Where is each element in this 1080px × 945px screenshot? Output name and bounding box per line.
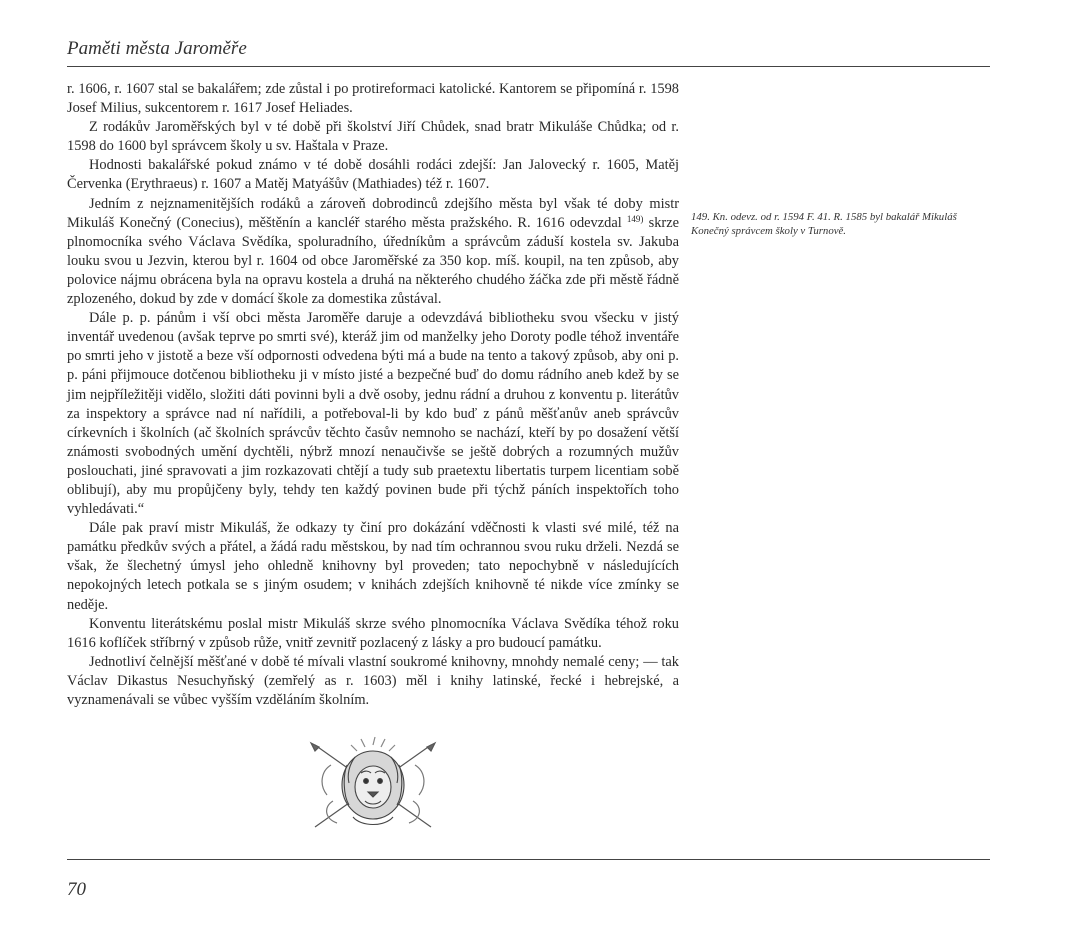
- paragraph: Z rodákův Jaroměřských byl v té době při školství Jiří Chůdek, snad bratr Mikuláše Chůdka; od r. 1598 do 1600 byl správcem školy u sv. Haštala v Praze.: [67, 119, 679, 155]
- paragraph: r. 1606, r. 1607 stal se bakalářem; zde zůstal i po protireformaci katolické. Kantorem se připomíná r. 1598 Josef Milius, sukcentorem r. 1617 Josef Heliades.: [67, 81, 679, 117]
- footnote-marker: 149): [626, 213, 644, 224]
- header-rule: [67, 66, 990, 67]
- main-text: [67, 80, 679, 710]
- paragraph: [67, 195, 679, 310]
- paragraph: Hodnosti bakalářské pokud známo v té době dosáhli rodáci zdejší: Jan Jalovecký r. 1605, Matěj Červenka (Erythraeus) r. 1607 a Matěj Matyášův (Mathiades) též r. 1607.: [67, 157, 679, 193]
- paragraph: Dále pak praví mistr Mikuláš, že odkazy ty činí pro dokázání vděčnosti k vlasti své milé, též na památku předkův svých a přátel, a žádá radu městskou, by nad tím ochrannou svou ruku drželi. Nezdá se však, že šlechetný úmysl jeho ohledně knihovny byl proveden; tato nepochybně v následujících nepokojných letech potkala se s jiným osudem; v knihách zdejších knihovně té nikde více zmínky se neděje.: [67, 520, 679, 613]
- donor-paragraph-rest: skrze plnomocníka svého Václava Svědíka, spoluradního, úředníkům a správcům záduší kostela sv. Jakuba louku svou u Jezvin, kterou byl r. 1604 od obce Jaroměřské za 350 kop. míš. koupil, na ten způsob, aby polovice nájmu obrácena byla na opravu kostela a druhá na některého chudého žáčka zde při městě řádně zplozeného, dokud by zde v domácí škole za domestika zůstával.: [67, 214, 679, 308]
- page-number: 70: [67, 879, 86, 900]
- sidenote: 149. Kn. odevz. od r. 1594 F. 41. R. 1585 byl bakalář Mikuláš Konečný správcem školy v Turnově.: [691, 211, 957, 237]
- lion-head-ornament-icon: [303, 735, 443, 837]
- paragraph: Konventu literátskému poslal mistr Mikuláš skrze svého plnomocníka Václava Svědíka téhož roku 1616 koflíček stříbrný v způsob růže, vnitř zevnitř pozlacený z lásky a pro budoucí památku.: [67, 615, 679, 651]
- donor-paragraph-start: Jedním z nejznamenitějších rodáků a zároveň dobrodinců zdejšího města byl však té doby mistr Mikuláš Konečný (Conecius), měštěnín a kancléř starého města pražského. R. 1616 odevzdal: [67, 195, 679, 231]
- running-head: Paměti města Jaroměře: [67, 38, 247, 59]
- paragraph: Jednotliví čelnější měšťané v době té mívali vlastní soukromé knihovny, mnohdy nemalé ceny; — tak Václav Dikastus Nesuchyňský (zemřelý as r. 1603) měl i knihy latinské, řecké i hebrejské, a vyznamenávali se vůbec vyšším vzděláním školním.: [67, 653, 679, 708]
- paragraph: Dále p. p. pánům i vší obci města Jaroměře daruje a odevzdává bibliotheku svou všecku v jistý inventář uvedenou (avšak teprve po smrti své), kteráž jim od manželky jeho Doroty podle téhož inventáře po smrti jeho v jistotě a beze vší odpornosti odvedena býti má a bude na tento a takový způsob, aby oni p. p. páni přijmouce dotčenou bibliotheku ji v místo jisté a bezpečné buď do domu rádního aneb kdež by se jim nejpříležitěji vidělo, složiti dáti povinni byli a dvě osoby, jednu rádní a druhou z konventu p. literátův za inspektory a správce nad ní nařídili, a potřeboval-li by kdo buď z pánů měšťanův aneb správcův církevních i školních (ač školních správcův těchto časův nemnoho se nachází, kteří by po dosažení větší známosti svobodných umění dychtěli, nýbrž mnozí nenaučivše se ještě dobrých a rozumných mužův poslouchati, jiné spravovati a jim rozkazovati chtějí a tudy sub praetextu libertatis turpem licentiam sobě oblibují), aby mu propůjčeny byly, tehdy ten každý povinen bude při týchž páních inspektořích toho vyhledávati.“: [67, 310, 679, 518]
- footer-rule: [67, 859, 990, 860]
